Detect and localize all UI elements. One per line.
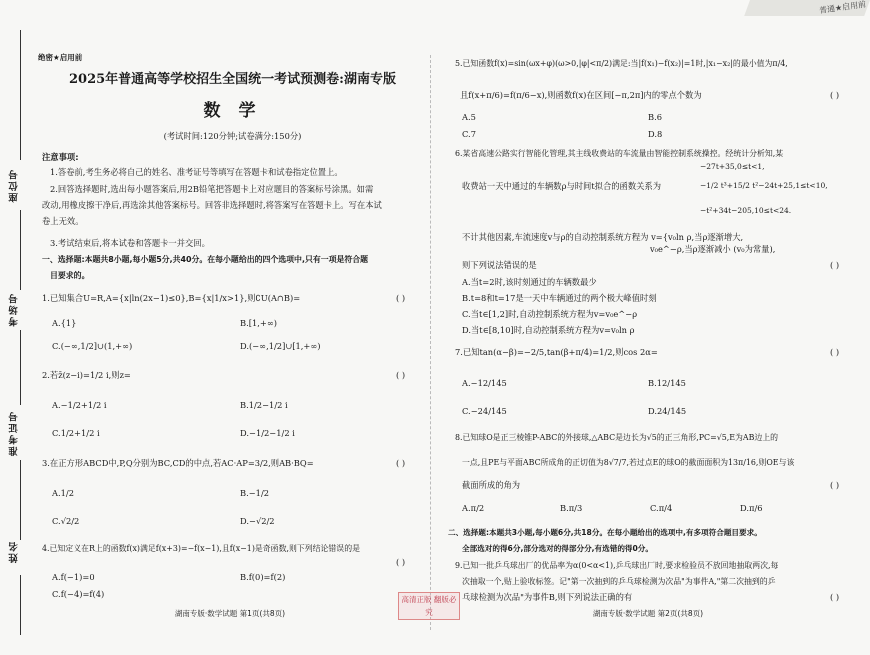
piecewise-line: −27t+35,0≤t<1, [700, 162, 765, 171]
option: B.π/3 [560, 503, 583, 513]
notice-line: 2.回答选择题时,选出每小题答案后,用2B铅笔把答题卡上对应题目的答案标号涂黑。如需 [50, 184, 374, 194]
piecewise-line: −t²+34t−205,10≤t<24. [700, 206, 792, 215]
answer-bracket: ( ) [830, 480, 840, 490]
question-9-cont: 次抽取一个,贴上验收标签。记"第一次抽到的乒乓球检测为次品"为事件A,"第二次抽到的乒 [462, 577, 776, 586]
section-heading: 全部选对的得6分,部分选对的得部分分,有选错的得0分。 [462, 544, 653, 553]
answer-bracket: ( ) [396, 458, 406, 468]
option: C.7 [462, 129, 476, 139]
exam-info: (考试时间:120分钟;试卷满分:150分) [163, 131, 302, 141]
answer-bracket: ( ) [396, 370, 406, 380]
question-8: 8.已知球O是正三棱锥P-ABC的外接球,△ABC是边长为√5的正三角形,PC=√5,E为AB边上的 [455, 433, 779, 442]
option: D.−√2/2 [240, 516, 275, 526]
option: D.8 [648, 129, 663, 139]
question-6-cont: 收费站一天中通过的车辆数ρ与时间t拟合的函数关系为 [462, 181, 662, 191]
question-5: 5.已知函数f(x)=sin(ωx+φ)(ω>0,|φ|<π/2)满足:当|f(x₁)−f(x₂)|=1时,|x₁−x₂|的最小值为π/4, [455, 59, 788, 68]
option: C.π/4 [650, 503, 673, 513]
question-6-cont: 不计其他因素,车流速度v与ρ的自动控制系统方程为 v={v₀ln ρ,当ρ逐渐增大, [462, 232, 744, 242]
question-1: 1.已知集合U=R,A={x|ln(2x−1)≤0},B={x|1/x>1},则∁U(A∩B)= [42, 293, 301, 303]
question-9: 9.已知一批乒乓球出厂的优品率为α(0<α<1),乒乓球出厂时,要求检验员不放回地抽取两次,每 [455, 561, 779, 570]
option: B.6 [648, 112, 663, 122]
question-6: 6.某省高速公路实行智能化管理,其主线收费站的车流量由智能控制系统操控。经统计分析知,某 [455, 149, 784, 158]
exam-title: 2025年普通高等学校招生全国统一考试预测卷:湖南专版 [69, 72, 396, 87]
option: D.π/6 [740, 503, 763, 513]
question-4: 4.已知定义在R上的函数f(x)满足f(x+3)=−f(x−1),且f(x−1)是奇函数,则下列结论错误的是 [42, 544, 360, 553]
notice-heading: 注意事项: [42, 152, 79, 162]
margin-line [20, 460, 21, 540]
option: C.f(−4)=f(4) [52, 589, 105, 599]
question-2: 2.若z̄(z−i)=1/2 i,则z= [42, 370, 131, 380]
piecewise-line: −1/2 t³+15/2 t²−24t+25,1≤t<10, [700, 181, 828, 190]
answer-bracket: ( ) [830, 260, 840, 270]
option: A.1/2 [52, 488, 74, 498]
option: A.f(−1)=0 [52, 572, 95, 582]
section-heading: 二、选择题:本题共3小题,每小题6分,共18分。在每小题给出的选项中,有多项符合题目要求。 [448, 528, 762, 537]
answer-bracket: ( ) [396, 557, 406, 567]
option: D.−1/2−1/2 i [240, 428, 295, 438]
option: B.[1,+∞) [240, 318, 277, 328]
option: B.f(0)=f(2) [240, 572, 286, 582]
exam-room-label: 考场号 [9, 292, 20, 327]
question-6-cont: 则下列说法错误的是 [462, 260, 537, 270]
column-divider [430, 55, 431, 630]
option: C.当t∈[1,2]时,自动控制系统方程为v=v₀e^−ρ [462, 309, 638, 319]
answer-bracket: ( ) [830, 347, 840, 357]
watermark-stamp: 高清正版 翻版必究 [398, 592, 460, 620]
answer-bracket: ( ) [396, 293, 406, 303]
option: B.−1/2 [240, 488, 270, 498]
corner-text: 普通★启用前 [818, 0, 867, 16]
option: C.√2/2 [52, 516, 80, 526]
option: B.t=8和t=17是一天中车辆通过的两个极大峰值时刻 [462, 293, 657, 303]
margin-line [20, 30, 21, 160]
ticket-label: 准考证号 [9, 410, 20, 456]
option: A.5 [462, 112, 476, 122]
option: D.(−∞,1/2]∪[1,+∞) [240, 341, 321, 351]
section-heading: 目要求的。 [50, 271, 90, 280]
option: C.1/2+1/2 i [52, 428, 100, 438]
question-3: 3.在正方形ABCD中,P,Q分别为BC,CD的中点,若AC·AP=3/2,则AB·BQ= [42, 458, 314, 468]
question-5-cont: 且f(x+π/6)=f(π/6−x),则函数f(x)在区间[−π,2π]内的零点个数为 [460, 90, 702, 100]
question-6-cont: v₀e^−ρ,当ρ逐渐减小 (v₀为常量), [650, 244, 776, 254]
page-footer: 湖南专版·数学试题 第1页(共8页) [174, 609, 286, 618]
margin-line [20, 210, 21, 290]
name-label: 姓名 [9, 540, 20, 563]
notice-line: 改动,用橡皮擦干净后,再选涂其他答案标号。回答非选择题时,将答案写在答题卡上。写在本试 [42, 200, 382, 210]
answer-bracket: ( ) [830, 592, 840, 602]
margin-line [20, 330, 21, 405]
confidential-label: 绝密★启用前 [38, 53, 83, 62]
option: B.1/2−1/2 i [240, 400, 288, 410]
notice-line: 3.考试结束后,将本试卷和答题卡一并交回。 [50, 238, 210, 248]
option: A.−12/145 [462, 378, 507, 388]
seat-label: 座位号 [9, 168, 20, 203]
answer-bracket: ( ) [830, 90, 840, 100]
margin-line [20, 575, 21, 635]
option: B.12/145 [648, 378, 686, 388]
question-8-cont: 一点,且PE与平面ABC所成角的正切值为8√7/7,若过点E的球O的截面面积为13π/16,则OE与该 [462, 458, 795, 467]
question-9-cont: 乓球检测为次品"为事件B,则下列说法正确的有 [462, 592, 633, 602]
option: C.(−∞,1/2]∪(1,+∞) [52, 341, 133, 351]
option: D.24/145 [648, 406, 687, 416]
section-heading: 一、选择题:本题共8小题,每小题5分,共40分。在每小题给出的四个选项中,只有一项是符合题 [42, 255, 369, 264]
option: A.{1} [52, 318, 77, 328]
notice-line: 1.答卷前,考生务必将自己的姓名、准考证号等填写在答题卡和试卷指定位置上。 [50, 167, 343, 177]
option: D.当t∈[8,10]时,自动控制系统方程为v=v₀ln ρ [462, 325, 635, 335]
option: A.−1/2+1/2 i [52, 400, 107, 410]
question-8-cont: 截面所成的角为 [462, 480, 521, 490]
page-footer: 湖南专版·数学试题 第2页(共8页) [592, 609, 704, 618]
notice-line: 卷上无效。 [42, 216, 84, 226]
option: A.当t=2时,该时刻通过的车辆数最少 [462, 277, 597, 287]
option: C.−24/145 [462, 406, 507, 416]
question-7: 7.已知tan(α−β)=−2/5,tan(β+π/4)=1/2,则cos 2α= [455, 347, 658, 357]
option: A.π/2 [462, 503, 485, 513]
subject-title: 数 学 [203, 101, 262, 121]
